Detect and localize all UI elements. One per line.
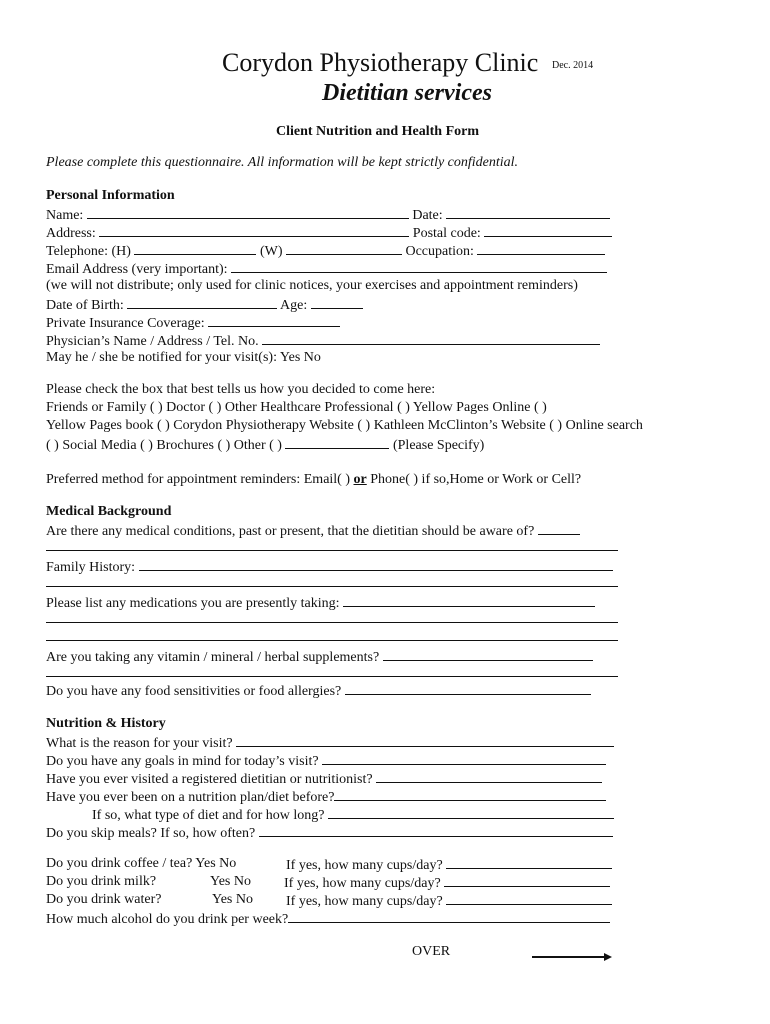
skip-field[interactable]: [259, 824, 613, 837]
insurance-field[interactable]: [208, 314, 340, 327]
conditions-row: [46, 522, 580, 540]
medications-field-line-2[interactable]: [46, 640, 618, 641]
referral-options-3: [46, 436, 484, 454]
visited-label: Have you ever visited a registered dietitian or nutritionist?: [46, 772, 373, 787]
date-label: Date:: [412, 208, 443, 223]
milk-cups-field[interactable]: [444, 874, 610, 887]
personal-heading: Personal Information: [46, 188, 175, 203]
telephone-home-field[interactable]: [134, 242, 256, 255]
reminder-row: [46, 472, 581, 488]
age-field[interactable]: [311, 296, 363, 309]
family-row: [46, 558, 613, 576]
family-field[interactable]: [139, 558, 613, 571]
telephone-row: [46, 242, 605, 260]
conditions-field-line[interactable]: [46, 550, 618, 551]
conditions-label: Are there any medical conditions, past or present, that the dietitian should be aware of?: [46, 524, 535, 539]
dob-row: [46, 296, 363, 314]
occupation-field[interactable]: [477, 242, 605, 255]
supplements-label: Are you taking any vitamin / mineral / herbal supplements?: [46, 650, 380, 665]
postal-field[interactable]: [484, 224, 612, 237]
referral-options-3-text[interactable]: ( ) Social Media ( ) Brochures ( ) Other ( ): [46, 438, 282, 453]
goals-row: [46, 752, 606, 770]
milk-cups-label: If yes, how many cups/day?: [284, 876, 441, 891]
over-label: OVER: [412, 944, 451, 959]
date-field[interactable]: [446, 206, 610, 219]
water-cups-field[interactable]: [446, 892, 612, 905]
telephone-work-label: (W): [259, 244, 283, 259]
coffee-cups-field[interactable]: [446, 856, 612, 869]
plan-type-row: [92, 806, 614, 824]
insurance-label: Private Insurance Coverage:: [46, 316, 205, 331]
right-arrow-icon: [532, 953, 612, 961]
plan-row: [46, 788, 606, 806]
notify-row: May he / she be notified for your visit(s): Yes No: [46, 350, 321, 365]
email-note: (we will not distribute; only used for clinic notices, your exercises and appointment reminders): [46, 278, 578, 293]
referral-options-1[interactable]: Friends or Family ( ) Doctor ( ) Other Healthcare Professional ( ) Yellow Pages Online ( ): [46, 400, 547, 415]
referral-specify-field[interactable]: [285, 436, 389, 449]
skip-label: Do you skip meals? If so, how often?: [46, 826, 256, 841]
coffee-row: [46, 856, 236, 872]
clinic-title: Corydon Physiotherapy Clinic: [222, 48, 539, 77]
reason-field[interactable]: [236, 734, 614, 747]
conditions-field[interactable]: [538, 522, 580, 535]
postal-label: Postal code:: [412, 226, 481, 241]
visited-row: [46, 770, 602, 788]
email-field[interactable]: [231, 260, 607, 273]
form-date: Dec. 2014: [552, 60, 594, 71]
water-row: [46, 892, 161, 908]
water-yesno[interactable]: Yes No: [212, 892, 253, 907]
medical-heading: Medical Background: [46, 504, 172, 519]
reason-row: [46, 734, 614, 752]
dob-field[interactable]: [127, 296, 277, 309]
telephone-work-field[interactable]: [286, 242, 402, 255]
coffee-cups-label: If yes, how many cups/day?: [286, 858, 443, 873]
email-row: [46, 260, 607, 278]
alcohol-field[interactable]: [288, 910, 610, 923]
referral-prompt: Please check the box that best tells us how you decided to come here:: [46, 382, 436, 397]
name-field[interactable]: [87, 206, 409, 219]
alcohol-row: [46, 910, 610, 928]
milk-label: Do you drink milk?: [46, 874, 157, 889]
medications-row: [46, 594, 595, 612]
allergies-label: Do you have any food sensitivities or food allergies?: [46, 684, 342, 699]
reminder-text-a[interactable]: Preferred method for appointment reminders: Email( ): [46, 472, 354, 487]
reminder-or: or: [353, 472, 367, 487]
milk-cups-row: [284, 874, 610, 892]
address-label: Address:: [46, 226, 96, 241]
medications-field-line-1[interactable]: [46, 622, 618, 623]
form-title: Client Nutrition and Health Form: [276, 124, 479, 139]
insurance-row: [46, 314, 340, 332]
water-label: Do you drink water?: [46, 892, 162, 907]
reason-label: What is the reason for your visit?: [46, 736, 233, 751]
visited-field[interactable]: [376, 770, 602, 783]
allergies-field[interactable]: [345, 682, 591, 695]
milk-row: [46, 874, 156, 890]
water-cups-row: [286, 892, 612, 910]
reminder-text-b[interactable]: Phone( ) if so,Home or Work or Cell?: [366, 472, 582, 487]
skip-row: [46, 824, 613, 842]
age-label: Age:: [280, 298, 308, 313]
supplements-row: [46, 648, 593, 666]
goals-field[interactable]: [322, 752, 606, 765]
address-field[interactable]: [99, 224, 409, 237]
supplements-field-line[interactable]: [46, 676, 618, 677]
physician-field[interactable]: [262, 332, 600, 345]
nutrition-heading: Nutrition & History: [46, 716, 166, 731]
telephone-home-label: Telephone: (H): [46, 244, 131, 259]
occupation-label: Occupation:: [405, 244, 474, 259]
plan-type-label: If so, what type of diet and for how long?: [92, 808, 325, 823]
goals-label: Do you have any goals in mind for today’s visit?: [46, 754, 319, 769]
water-cups-label: If yes, how many cups/day?: [286, 894, 443, 909]
email-label: Email Address (very important):: [46, 262, 228, 277]
medications-label: Please list any medications you are presently taking:: [46, 596, 340, 611]
plan-label: Have you ever been on a nutrition plan/diet before?: [46, 790, 335, 805]
name-label: Name:: [46, 208, 84, 223]
supplements-field[interactable]: [383, 648, 593, 661]
service-title: Dietitian services: [322, 80, 492, 106]
physician-row: [46, 332, 600, 350]
plan-field[interactable]: [334, 788, 606, 801]
family-label: Family History:: [46, 560, 136, 575]
family-field-line[interactable]: [46, 586, 618, 587]
plan-type-field[interactable]: [328, 806, 614, 819]
intro-text: Please complete this questionnaire. All information will be kept strictly confidential.: [46, 155, 519, 170]
coffee-cups-row: [286, 856, 612, 874]
allergies-row: [46, 682, 591, 700]
physician-label: Physician’s Name / Address / Tel. No.: [46, 334, 259, 349]
milk-yesno[interactable]: Yes No: [210, 874, 251, 889]
referral-options-2[interactable]: Yellow Pages book ( ) Corydon Physiotherapy Website ( ) Kathleen McClinton’s Website ( ) Online search: [46, 418, 643, 433]
address-row: [46, 224, 612, 242]
referral-specify-label: (Please Specify): [392, 438, 485, 453]
coffee-label[interactable]: Do you drink coffee / tea? Yes No: [46, 856, 237, 871]
medications-field[interactable]: [343, 594, 595, 607]
dob-label: Date of Birth:: [46, 298, 124, 313]
alcohol-label: How much alcohol do you drink per week?: [46, 912, 289, 927]
name-row: [46, 206, 610, 224]
